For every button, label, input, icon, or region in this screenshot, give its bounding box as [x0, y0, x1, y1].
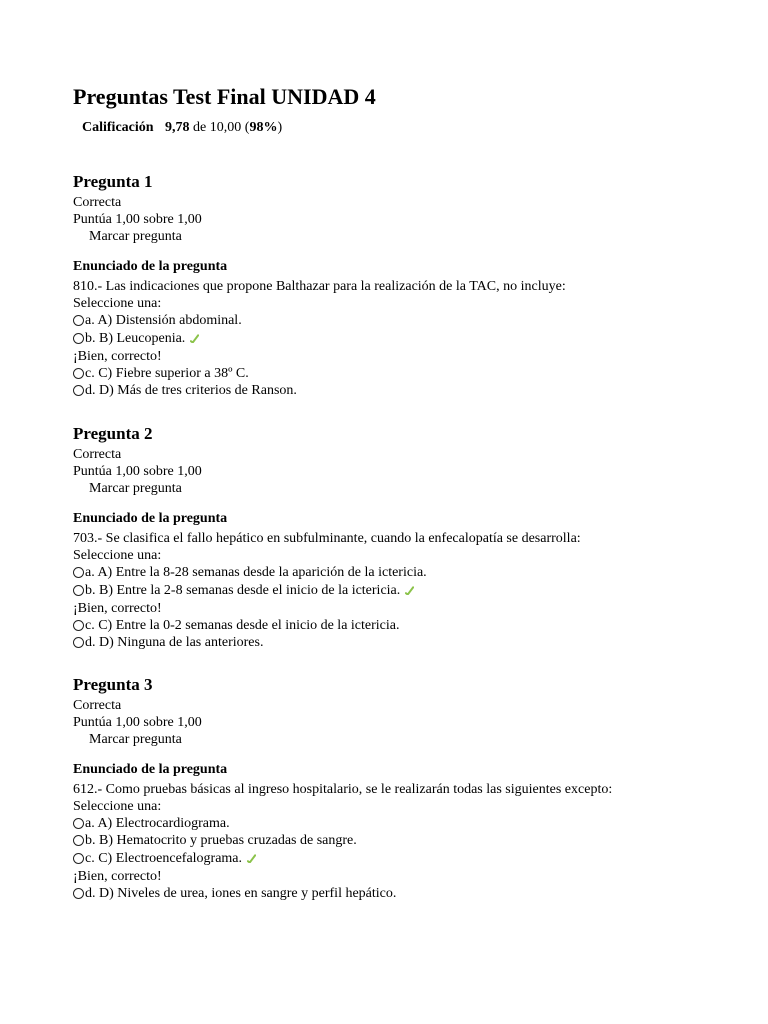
statement-title: Enunciado de la pregunta — [73, 762, 228, 777]
radio-button-icon[interactable] — [73, 637, 84, 648]
option-b[interactable] — [73, 329, 733, 348]
select-prompt: Seleccione una: — [73, 799, 162, 814]
option-label: b. B) Leucopenia. — [85, 331, 186, 346]
flag-question-link[interactable]: Marcar pregunta — [89, 229, 182, 244]
option-b[interactable] — [73, 832, 733, 849]
option-d[interactable] — [73, 634, 733, 651]
option-c[interactable] — [73, 617, 733, 634]
question-text: 810.- Las indicaciones que propone Balthazar para la realización de la TAC, no incluye: — [73, 279, 566, 294]
option-label: c. C) Fiebre superior a 38º C. — [85, 366, 249, 381]
radio-button-icon[interactable] — [73, 315, 84, 326]
feedback-text: ¡Bien, correcto! — [73, 869, 162, 884]
question-points: Puntúa 1,00 sobre 1,00 — [73, 464, 202, 479]
question-heading: Pregunta 3 — [73, 675, 153, 694]
option-b[interactable] — [73, 581, 733, 600]
question-text: 703.- Se clasifica el fallo hepático en subfulminante, cuando la enfecalopatía se desarrolla: — [73, 531, 581, 546]
correct-check-icon — [247, 854, 256, 863]
radio-button-icon[interactable] — [73, 818, 84, 829]
radio-button-icon[interactable] — [73, 620, 84, 631]
option-label: c. C) Electroencefalograma. — [85, 851, 243, 866]
question-state: Correcta — [73, 195, 122, 210]
select-prompt: Seleccione una: — [73, 548, 162, 563]
radio-button-icon[interactable] — [73, 585, 84, 596]
question-3 — [73, 675, 733, 902]
option-d[interactable] — [73, 885, 733, 902]
feedback-text: ¡Bien, correcto! — [73, 349, 162, 364]
option-c[interactable] — [73, 849, 733, 868]
radio-button-icon[interactable] — [73, 368, 84, 379]
option-label: a. A) Entre la 8-28 semanas desde la aparición de la ictericia. — [85, 565, 427, 580]
question-text: 612.- Como pruebas básicas al ingreso hospitalario, se le realizarán todas las siguientes excepto: — [73, 782, 613, 797]
option-label: a. A) Electrocardiograma. — [85, 816, 230, 831]
radio-button-icon[interactable] — [73, 567, 84, 578]
question-1 — [73, 172, 733, 399]
option-label: d. D) Más de tres criterios de Ranson. — [85, 383, 297, 398]
question-heading: Pregunta 2 — [73, 424, 153, 443]
option-c[interactable] — [73, 365, 733, 382]
feedback-text: ¡Bien, correcto! — [73, 601, 162, 616]
question-heading: Pregunta 1 — [73, 172, 153, 191]
question-points: Puntúa 1,00 sobre 1,00 — [73, 212, 202, 227]
grade-close: ) — [277, 120, 283, 135]
flag-question-link[interactable]: Marcar pregunta — [89, 481, 182, 496]
radio-button-icon[interactable] — [73, 853, 84, 864]
question-2 — [73, 424, 733, 651]
grade-score: 9,78 — [165, 120, 190, 135]
option-a[interactable] — [73, 312, 733, 329]
radio-button-icon[interactable] — [73, 888, 84, 899]
option-label: b. B) Hematocrito y pruebas cruzadas de sangre. — [85, 833, 357, 848]
question-state: Correcta — [73, 447, 122, 462]
page-title: Preguntas Test Final UNIDAD 4 — [73, 84, 376, 109]
option-a[interactable] — [73, 564, 733, 581]
grade-label: Calificación — [82, 120, 154, 135]
radio-button-icon[interactable] — [73, 385, 84, 396]
radio-button-icon[interactable] — [73, 333, 84, 344]
question-points: Puntúa 1,00 sobre 1,00 — [73, 715, 202, 730]
grade-summary — [82, 119, 282, 136]
option-label: d. D) Niveles de urea, iones en sangre y perfil hepático. — [85, 886, 397, 901]
statement-title: Enunciado de la pregunta — [73, 259, 228, 274]
option-d[interactable] — [73, 382, 733, 399]
option-label: a. A) Distensión abdominal. — [85, 313, 242, 328]
grade-of-text: de 10,00 ( — [193, 120, 250, 135]
correct-check-icon — [190, 334, 199, 343]
option-a[interactable] — [73, 815, 733, 832]
option-label: b. B) Entre la 2-8 semanas desde el inicio de la ictericia. — [85, 583, 401, 598]
statement-title: Enunciado de la pregunta — [73, 511, 228, 526]
option-label: c. C) Entre la 0-2 semanas desde el inicio de la ictericia. — [85, 618, 400, 633]
correct-check-icon — [405, 586, 414, 595]
option-label: d. D) Ninguna de las anteriores. — [85, 635, 264, 650]
grade-percent: 98% — [249, 120, 278, 135]
question-state: Correcta — [73, 698, 122, 713]
select-prompt: Seleccione una: — [73, 296, 162, 311]
flag-question-link[interactable]: Marcar pregunta — [89, 732, 182, 747]
radio-button-icon[interactable] — [73, 835, 84, 846]
